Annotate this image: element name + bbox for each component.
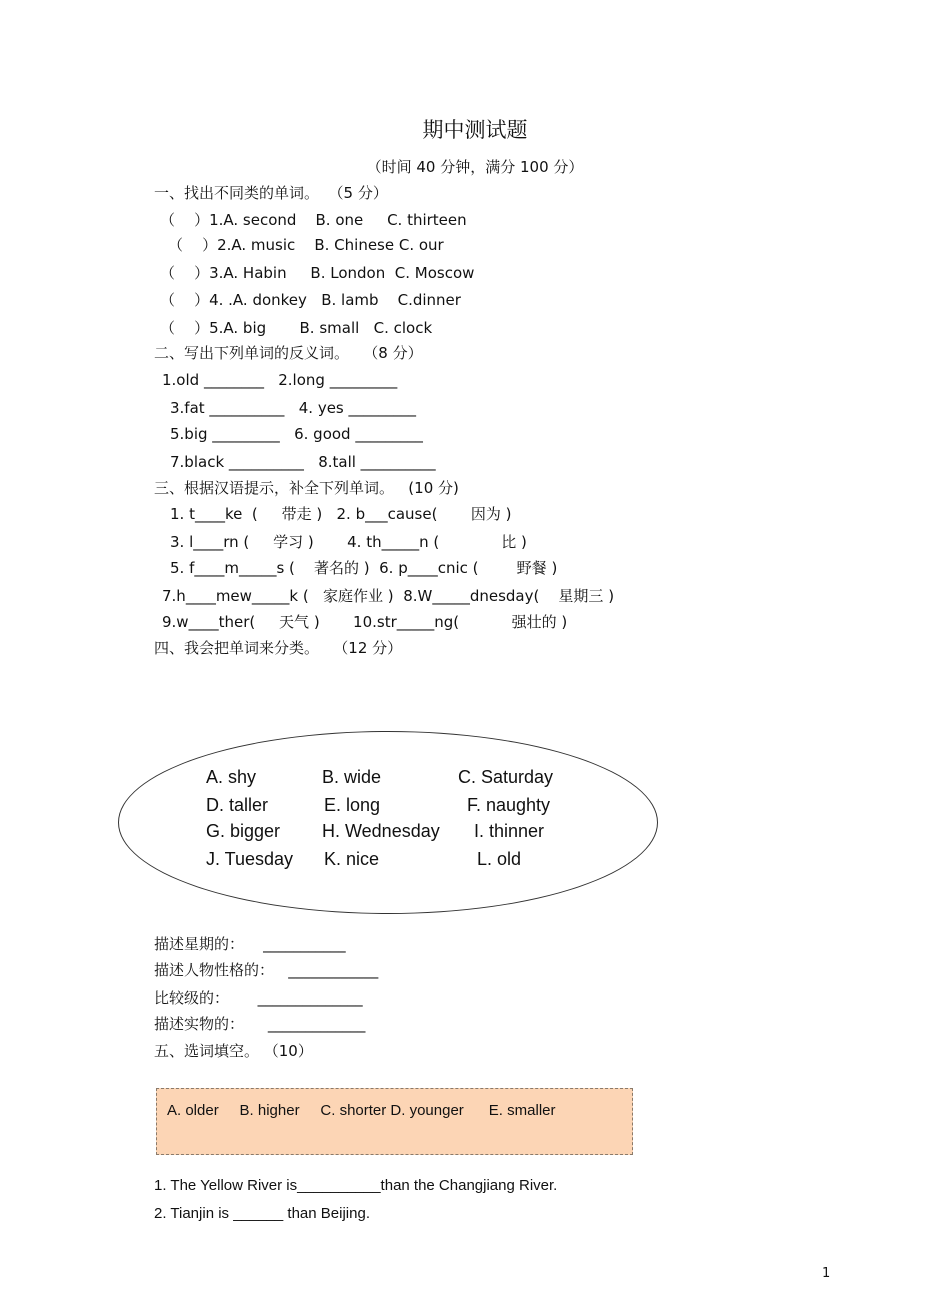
- page-title: 期中测试题: [422, 118, 528, 142]
- section-1-item-1: （ ）1.A. second B. one C. thirteen: [160, 211, 467, 229]
- section-1-item-4: （ ）4. .A. donkey B. lamb C.dinner: [160, 291, 461, 309]
- section-2-item-3: 5.big _________ 6. good _________: [170, 425, 423, 443]
- page-number: 1: [822, 1266, 831, 1281]
- section-2-heading: 二、写出下列单词的反义词。 （8 分）: [154, 344, 423, 362]
- section-4-heading: 四、我会把单词来分类。 （12 分）: [154, 639, 403, 657]
- section-3-item-1: 1. t____ke ( 带走 ) 2. b___cause( 因为 ): [170, 505, 512, 523]
- word-bank-item: I. thinner: [474, 821, 545, 841]
- word-bank-item: G. bigger: [206, 821, 281, 841]
- word-bank-item: E. long: [324, 795, 381, 815]
- option-box-text: A. older B. higher C. shorter D. younger E. smaller: [167, 1102, 556, 1119]
- word-bank-item: L. old: [477, 849, 522, 869]
- word-bank-item: F. naughty: [467, 795, 551, 815]
- section-2-item-4: 7.black __________ 8.tall __________: [170, 453, 436, 471]
- option-box: [156, 1088, 633, 1155]
- category-weekday: 描述星期的： ___________: [154, 935, 346, 953]
- section-2-item-2: 3.fat __________ 4. yes _________: [170, 399, 417, 417]
- word-bank-item: B. wide: [322, 767, 382, 787]
- word-bank-item: H. Wednesday: [322, 821, 440, 841]
- exam-subtitle: （时间 40 分钟，满分 100 分）: [366, 158, 584, 176]
- section-2-item-1: 1.old ________ 2.long _________: [162, 371, 398, 389]
- section-5-item-2: 2. Tianjin is ______ than Beijing.: [154, 1205, 370, 1222]
- word-bank-item: D. taller: [206, 795, 269, 815]
- word-bank-item: K. nice: [324, 849, 380, 869]
- section-3-item-3: 5. f____m_____s ( 著名的 ) 6. p____cnic ( 野餐 ): [170, 559, 558, 577]
- section-1-item-3: （ ）3.A. Habin B. London C. Moscow: [160, 264, 475, 282]
- section-5-item-1: 1. The Yellow River is__________than the Changjiang River.: [154, 1177, 558, 1194]
- section-3-heading: 三、根据汉语提示，补全下列单词。 (10 分): [154, 479, 459, 497]
- section-3-item-4: 7.h____mew_____k ( 家庭作业 ) 8.W_____dnesday( 星期三 ): [162, 587, 615, 605]
- word-bank-item: J. Tuesday: [206, 849, 294, 869]
- section-3-item-5: 9.w____ther( 天气 ) 10.str_____ng( 强壮的 ): [162, 613, 568, 631]
- section-5-heading: 五、选词填空。 （10）: [154, 1042, 313, 1060]
- word-bank-item: C. Saturday: [458, 767, 554, 787]
- section-1-item-2: （ ）2.A. music B. Chinese C. our: [168, 236, 444, 254]
- word-bank-item: A. shy: [206, 767, 257, 787]
- section-1-item-5: （ ）5.A. big B. small C. clock: [160, 319, 433, 337]
- section-1-heading: 一、找出不同类的单词。 （5 分）: [154, 184, 388, 202]
- category-object: 描述实物的： _____________: [154, 1015, 366, 1033]
- category-comparative: 比较级的： ______________: [154, 989, 363, 1007]
- category-personality: 描述人物性格的： ____________: [154, 961, 379, 979]
- section-3-item-2: 3. l____rn ( 学习 ) 4. th_____n ( 比 ): [170, 533, 527, 551]
